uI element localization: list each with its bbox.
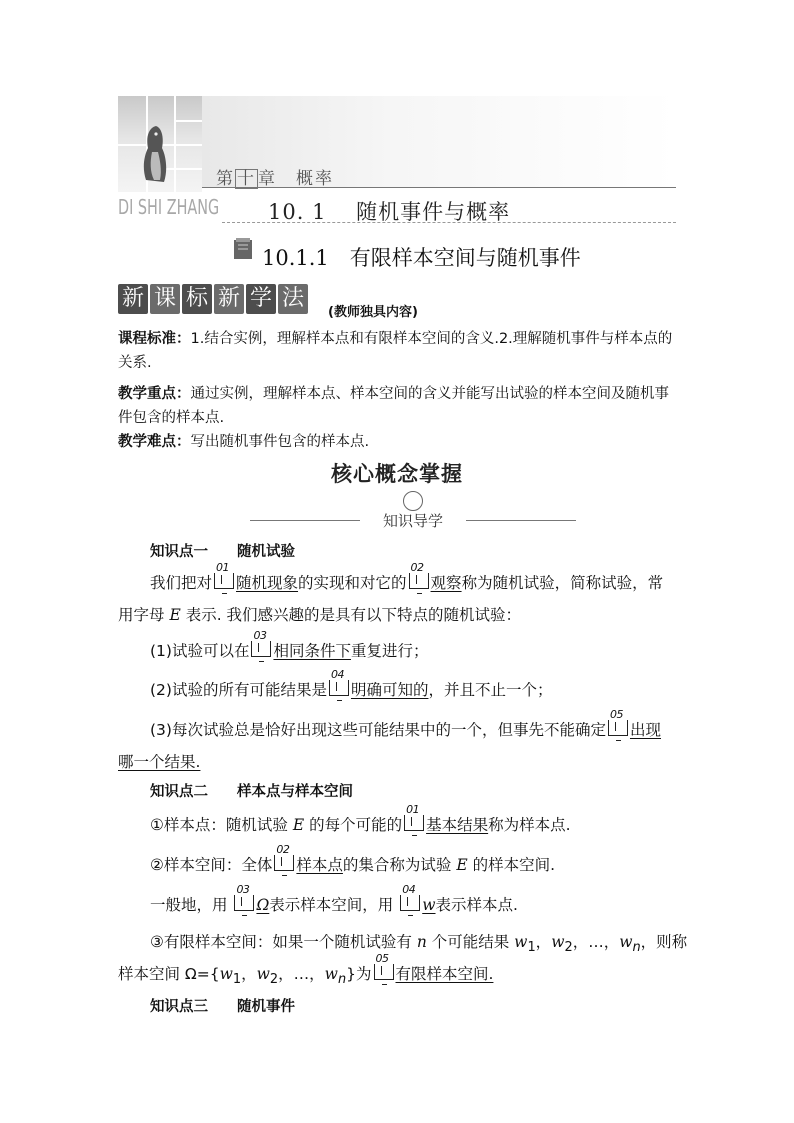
answer-marker-02: 02 — [409, 573, 429, 589]
knowledge-guide-title: 知识导学 — [382, 512, 443, 530]
subsection-title: 10.1.1 有限样本空间与随机事件 — [262, 246, 581, 270]
kp1-item-1: (1)试验可以在 03 相同条件下重复进行； — [150, 629, 429, 660]
course-standards: 课程标准：1.结合实例，理解样本点和有限样本空间的含义.2.理解随机事件与样本点的关系. — [118, 331, 673, 371]
tile-3: 标 — [182, 284, 212, 314]
answer-marker-05: 05 — [608, 720, 628, 736]
tile-6: 法 — [278, 284, 308, 314]
answer-marker-2-03: 03 — [234, 895, 254, 911]
new-curriculum-tiles — [118, 284, 308, 314]
kp2-finite-space-cont: 样本空间 $\Omega=\{w_1$，$w_2$，…，$w_n$}为 05 有限样本空间. — [118, 952, 494, 988]
tile-5: 学 — [246, 284, 276, 314]
kp1-line-1: 我们把对 01 随机现象的实现和对它的 02 观察称为随机试验，简称试验，常 — [150, 561, 664, 592]
kp1-item-3-cont: 哪一个结果. — [118, 753, 201, 771]
kp2-finite-space: ③有限样本空间：如果一个随机试验有 n 个可能结果 $w_1$，$w_2$，…，$w_n$，则称 — [150, 933, 688, 956]
tile-2: 课 — [150, 284, 180, 314]
section-title: 10. 1 随机事件与概率 — [268, 200, 511, 224]
chapter-number-box: 十 — [237, 169, 256, 189]
kp1-line-2: 用字母 E 表示. 我们感兴趣的是具有以下特点的随机试验： — [118, 606, 522, 624]
book-icon — [232, 237, 254, 261]
kp1-item-3: (3)每次试验总是恰好出现这些可能结果中的一个，但事先不能确定 05 出现 — [150, 708, 661, 739]
tile-4: 新 — [214, 284, 244, 314]
knowledge-guide-header — [250, 508, 576, 532]
chapter-pinyin: DI SHI ZHANG — [118, 195, 220, 219]
tile-1: 新 — [118, 284, 148, 314]
knowledge-point-1-title: 知识点一 随机试验 — [150, 544, 295, 560]
chapter-label: 第 十 章 概率 — [216, 169, 334, 189]
answer-marker-01: 01 — [214, 573, 234, 589]
kp2-sample-point: ①样本点：随机试验 E 的每个可能的 01 基本结果称为样本点. — [150, 803, 571, 834]
kp2-sample-space: ②样本空间：全体 02 样本点的集合称为试验 E 的样本空间. — [150, 843, 556, 874]
answer-marker-2-01: 01 — [404, 815, 424, 831]
core-concept-title: 核心概念掌握 — [331, 461, 463, 486]
answer-marker-03: 03 — [251, 641, 271, 657]
header-banner-image — [118, 96, 202, 192]
kp1-item-2: (2)试验的所有可能结果是 04 明确可知的，并且不止一个； — [150, 668, 553, 699]
answer-marker-2-05: 05 — [374, 964, 394, 980]
knowledge-point-2-title: 知识点二 样本点与样本空间 — [150, 784, 353, 800]
answer-marker-04: 04 — [329, 680, 349, 696]
teacher-note: (教师独具内容) — [328, 305, 418, 320]
knowledge-point-3-title: 知识点三 随机事件 — [150, 999, 295, 1015]
teaching-key-points: 教学重点：通过实例，理解样本点、样本空间的含义并能写出试验的样本空间及随机事件包含的样本点. — [118, 386, 669, 426]
kp2-notation: 一般地，用 03 Ω表示样本空间，用 04 w表示样本点. — [150, 883, 518, 914]
penguin-illustration-icon — [134, 122, 174, 188]
teaching-difficulty: 教学难点：写出随机事件包含的样本点. — [118, 434, 370, 450]
answer-marker-2-04: 04 — [400, 895, 420, 911]
answer-marker-2-02: 02 — [274, 855, 294, 871]
